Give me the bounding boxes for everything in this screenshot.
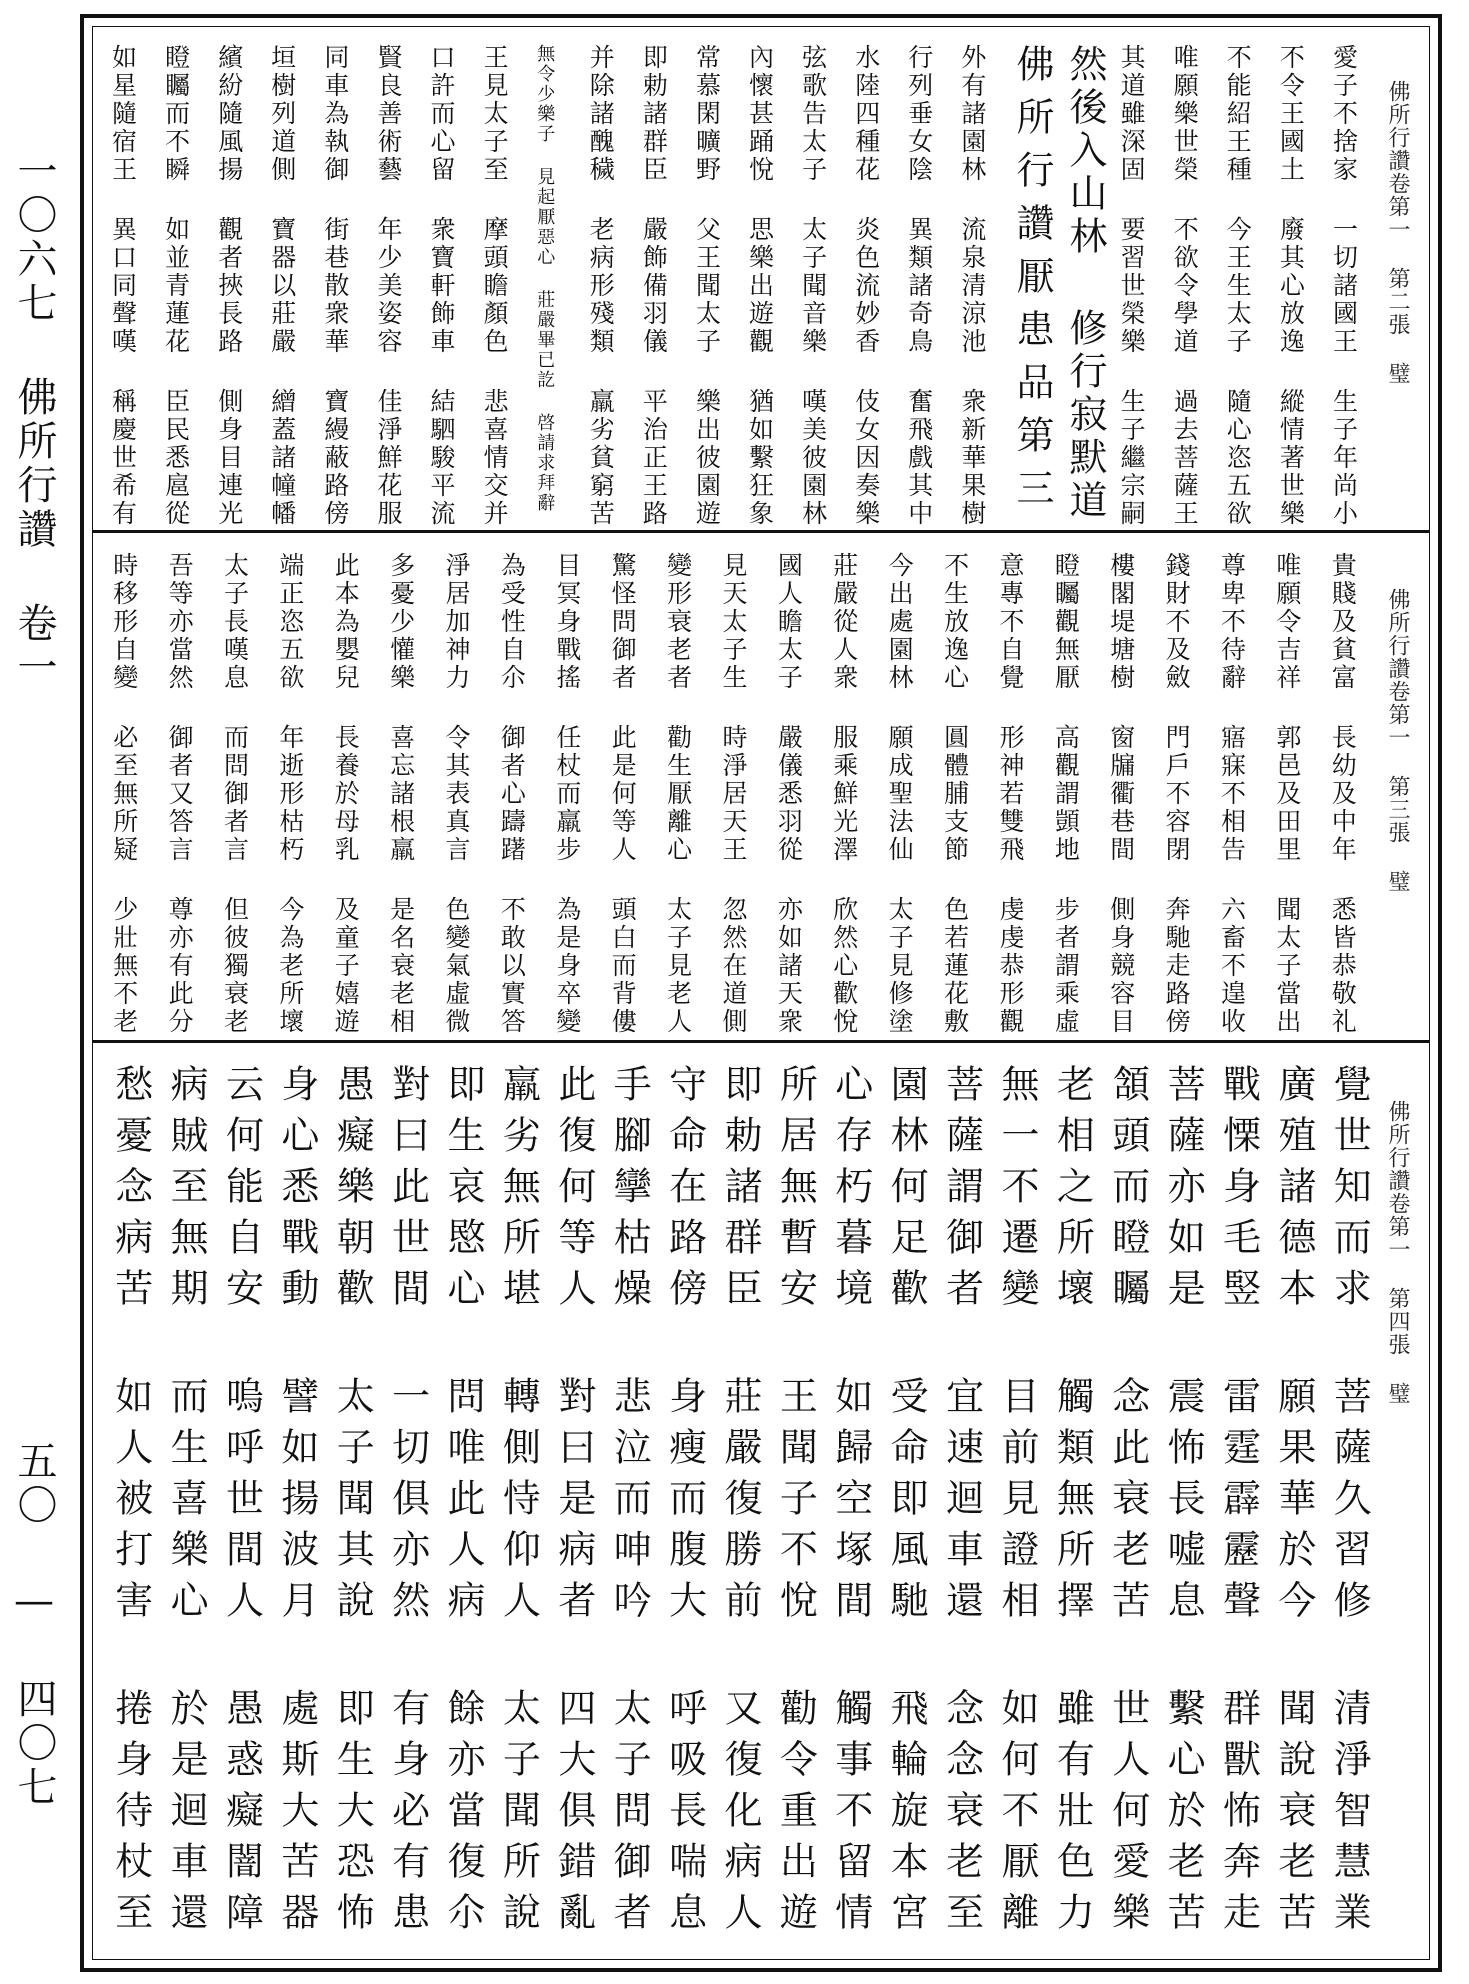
text-column: 水陸四種花 炎色流妙香 伎女因奏樂 <box>851 44 881 528</box>
text-column: 時移形自變 必至無所疑 少壯無不老 <box>109 552 139 1036</box>
text-column: 不生放逸心 圓體脯支節 色若蓮花敷 <box>940 552 970 1036</box>
text-column: 驚怪問御者 此是何等人 頭白而背僂 <box>608 552 638 1036</box>
text-column: 菩薩謂御者 宜速迴車還 念念衰老至 <box>939 1064 984 1943</box>
text-column: 變形衰老者 勸生厭離心 太子見老人 <box>663 552 693 1036</box>
text-column: 弦歌告太子 太子聞音樂 嘆美彼園林 <box>798 44 828 528</box>
text-column: 錢財不及斂 門戶不容閉 奔馳走路傍 <box>1162 552 1192 1036</box>
text-column: 同車為執御 街巷散衆華 寶縵蔽路傍 <box>320 44 350 528</box>
text-column: 見天太子生 時淨居天王 忽然在道側 <box>719 552 748 1036</box>
text-column: 無一不遷變 目前見證相 如何不厭離 <box>994 1064 1039 1943</box>
text-column: 園林何足歡 受命即風馳 飛輪旋本宮 <box>884 1064 929 1943</box>
text-column: 廣殖諸德本 願果華於今 聞說衰老苦 <box>1271 1064 1316 1943</box>
margin-page-number: 五〇 — 四〇七 <box>11 1440 57 1810</box>
text-column: 身心悉戰動 譬如揚波月 處斯大苦器 <box>274 1064 319 1943</box>
section-divider-1 <box>92 530 1430 533</box>
text-column: 內懷甚踊悅 思樂出遊觀 猶如繫狂象 <box>745 44 775 528</box>
text-column: 常慕閑曠野 父王聞太子 樂出彼園遊 <box>692 44 722 528</box>
text-column: 老相之所壞 觸類無所擇 雖有壯色力 <box>1050 1064 1095 1943</box>
text-column: 外有諸園林 流泉清涼池 衆新華果樹 <box>957 44 987 528</box>
text-column: 羸劣無所堪 轉側恃仰人 太子聞所說 <box>496 1064 541 1943</box>
running-header: 佛所行讚卷第一 第三張 璧 <box>1385 588 1410 893</box>
text-column: 此本為嬰兒 長養於母乳 及童子嬉遊 <box>331 552 361 1036</box>
text-section-1 <box>100 40 1420 528</box>
text-column: 垣樹列道側 寶器以莊嚴 繒蓋諸幢幡 <box>267 44 297 528</box>
text-column: 為受性自尒 御者心躊躇 不敢以實答 <box>497 552 527 1036</box>
text-column: 然後入山林 修行寂默道 <box>1063 44 1108 523</box>
text-column: 唯願令吉祥 郭邑及田里 聞太子當出 <box>1272 552 1302 1036</box>
text-column: 繽紛隨風揚 觀者挾長路 側身目連光 <box>214 44 244 528</box>
text-column: 瞪矚而不瞬 如並青蓮花 臣民悉扈從 <box>161 44 191 528</box>
text-column: 樓閣堤塘樹 窗牖衢巷間 側身競容目 <box>1106 552 1136 1036</box>
text-column: 即勅諸群臣 嚴飾備羽儀 平治正王路 <box>639 44 669 528</box>
text-column: 莊嚴從人衆 服乘鮮光澤 欣然心歡悅 <box>829 552 859 1036</box>
text-column: 不能紹王種 今王生太子 隨心恣五欲 <box>1223 44 1253 528</box>
text-column: 即勅諸群臣 莊嚴復勝前 又復化病人 <box>718 1064 762 1943</box>
text-column: 病賊至無期 而生喜樂心 於是迴車還 <box>164 1064 209 1943</box>
text-column: 此復何等人 對曰是病者 四大俱錯亂 <box>551 1064 596 1943</box>
text-column: 不令王國土 廢其心放逸 縱情著世樂 <box>1276 44 1306 528</box>
text-column: 如星隨宿王 異口同聲嘆 稱慶世希有 <box>108 44 138 528</box>
text-column: 意專不自覺 形神若雙飛 虔虔恭形觀 <box>995 552 1025 1036</box>
text-section-3 <box>100 1060 1420 1945</box>
text-column: 戰慄身毛竪 雷霆霹靂聲 群獸怖奔走 <box>1216 1064 1261 1943</box>
text-column: 愁憂念病苦 如人被打害 捲身待杖至 <box>108 1064 153 1943</box>
text-column: 心存朽暮境 如歸空塚間 觸事不留情 <box>828 1064 873 1943</box>
text-column: 愛子不捨家 一切諸國王 生子年尚小 <box>1329 44 1359 528</box>
text-column: 唯願樂世榮 不欲令學道 過去菩薩王 <box>1170 44 1200 528</box>
running-header: 佛所行讚卷第一 第四張 璧 <box>1385 1100 1410 1405</box>
text-column: 菩薩亦如是 震怖長嘘息 繫心於老苦 <box>1161 1064 1206 1943</box>
text-column: 目冥身戰搖 任杖而羸步 為是身卒變 <box>552 552 582 1036</box>
text-column: 佛所行讚厭患品第三 <box>1009 44 1054 521</box>
text-column: 多憂少懽樂 喜忘諸根羸 是名衰老相 <box>386 552 416 1036</box>
text-column: 貴賤及貧富 長幼及中年 悉皆恭敬礼 <box>1328 552 1358 1036</box>
text-column: 今出處園林 願成聖法仙 太子見修塗 <box>885 552 915 1036</box>
text-column: 瞪矚觀無厭 高觀謂顗地 步者謂乘虛 <box>1051 552 1081 1036</box>
text-column: 其道雖深固 要習世榮樂 生子繼宗嗣 <box>1117 44 1147 528</box>
text-column: 頷頭而瞪矚 念此衰老苦 世人何愛樂 <box>1105 1064 1150 1943</box>
text-column: 淨居加神力 令其表真言 色變氣虛微 <box>442 552 472 1036</box>
text-column: 覺世知而求 菩薩久習修 清淨智慧業 <box>1327 1064 1372 1943</box>
text-column: 王見太子至 摩頭瞻顏色 悲喜情交并 <box>480 44 510 528</box>
text-column: 對曰此世間 一切俱亦然 有身必有患 <box>385 1064 430 1943</box>
text-column: 守命在路傍 身瘦而腹大 呼吸長喘息 <box>662 1064 707 1943</box>
text-column: 吾等亦當然 御者又答言 尊亦有此分 <box>165 552 195 1036</box>
text-column: 愚癡樂朝歡 太子聞其說 即生大恐怖 <box>330 1064 375 1943</box>
text-column: 行列垂女陰 異類諸奇鳥 奮飛戲其中 <box>904 44 934 528</box>
side-margin <box>11 150 62 1950</box>
text-column: 所居無暫安 王聞子不悅 勸令重出遊 <box>773 1064 818 1943</box>
text-column: 端正恣五欲 年逝形枯朽 今為老所壞 <box>275 552 305 1036</box>
text-column: 無令少樂子 見起厭惡心 莊嚴畢已訖 啓請求拜辭 <box>534 44 556 513</box>
text-column: 即生哀愍心 問唯此人病 餘亦當復尒 <box>441 1064 486 1943</box>
text-section-2 <box>100 548 1420 1036</box>
text-column: 口許而心留 衆寶軒飾車 結駟駿平流 <box>427 44 457 528</box>
text-column: 并除諸醜穢 老病形殘類 羸劣貧窮苦 <box>586 44 616 528</box>
text-column: 太子長嘆息 而問御者言 但彼獨衰老 <box>220 552 250 1036</box>
running-header: 佛所行讚卷第一 第二張 璧 <box>1385 80 1410 385</box>
text-column: 國人瞻太子 嚴儀悉羽從 亦如諸天衆 <box>774 552 804 1036</box>
text-column: 賢良善術藝 年少美姿容 佳淨鮮花服 <box>373 44 403 528</box>
text-column: 手腳攣枯燥 悲泣而呻吟 太子問御者 <box>607 1064 652 1943</box>
text-column: 云何能自安 嗚呼世間人 愚惑癡闇障 <box>219 1064 264 1943</box>
text-column: 尊卑不待辭 寤寐不相告 六畜不遑收 <box>1217 552 1247 1036</box>
section-divider-2 <box>92 1040 1430 1043</box>
margin-title: 一〇六七 佛所行讚 卷一 <box>11 150 57 690</box>
